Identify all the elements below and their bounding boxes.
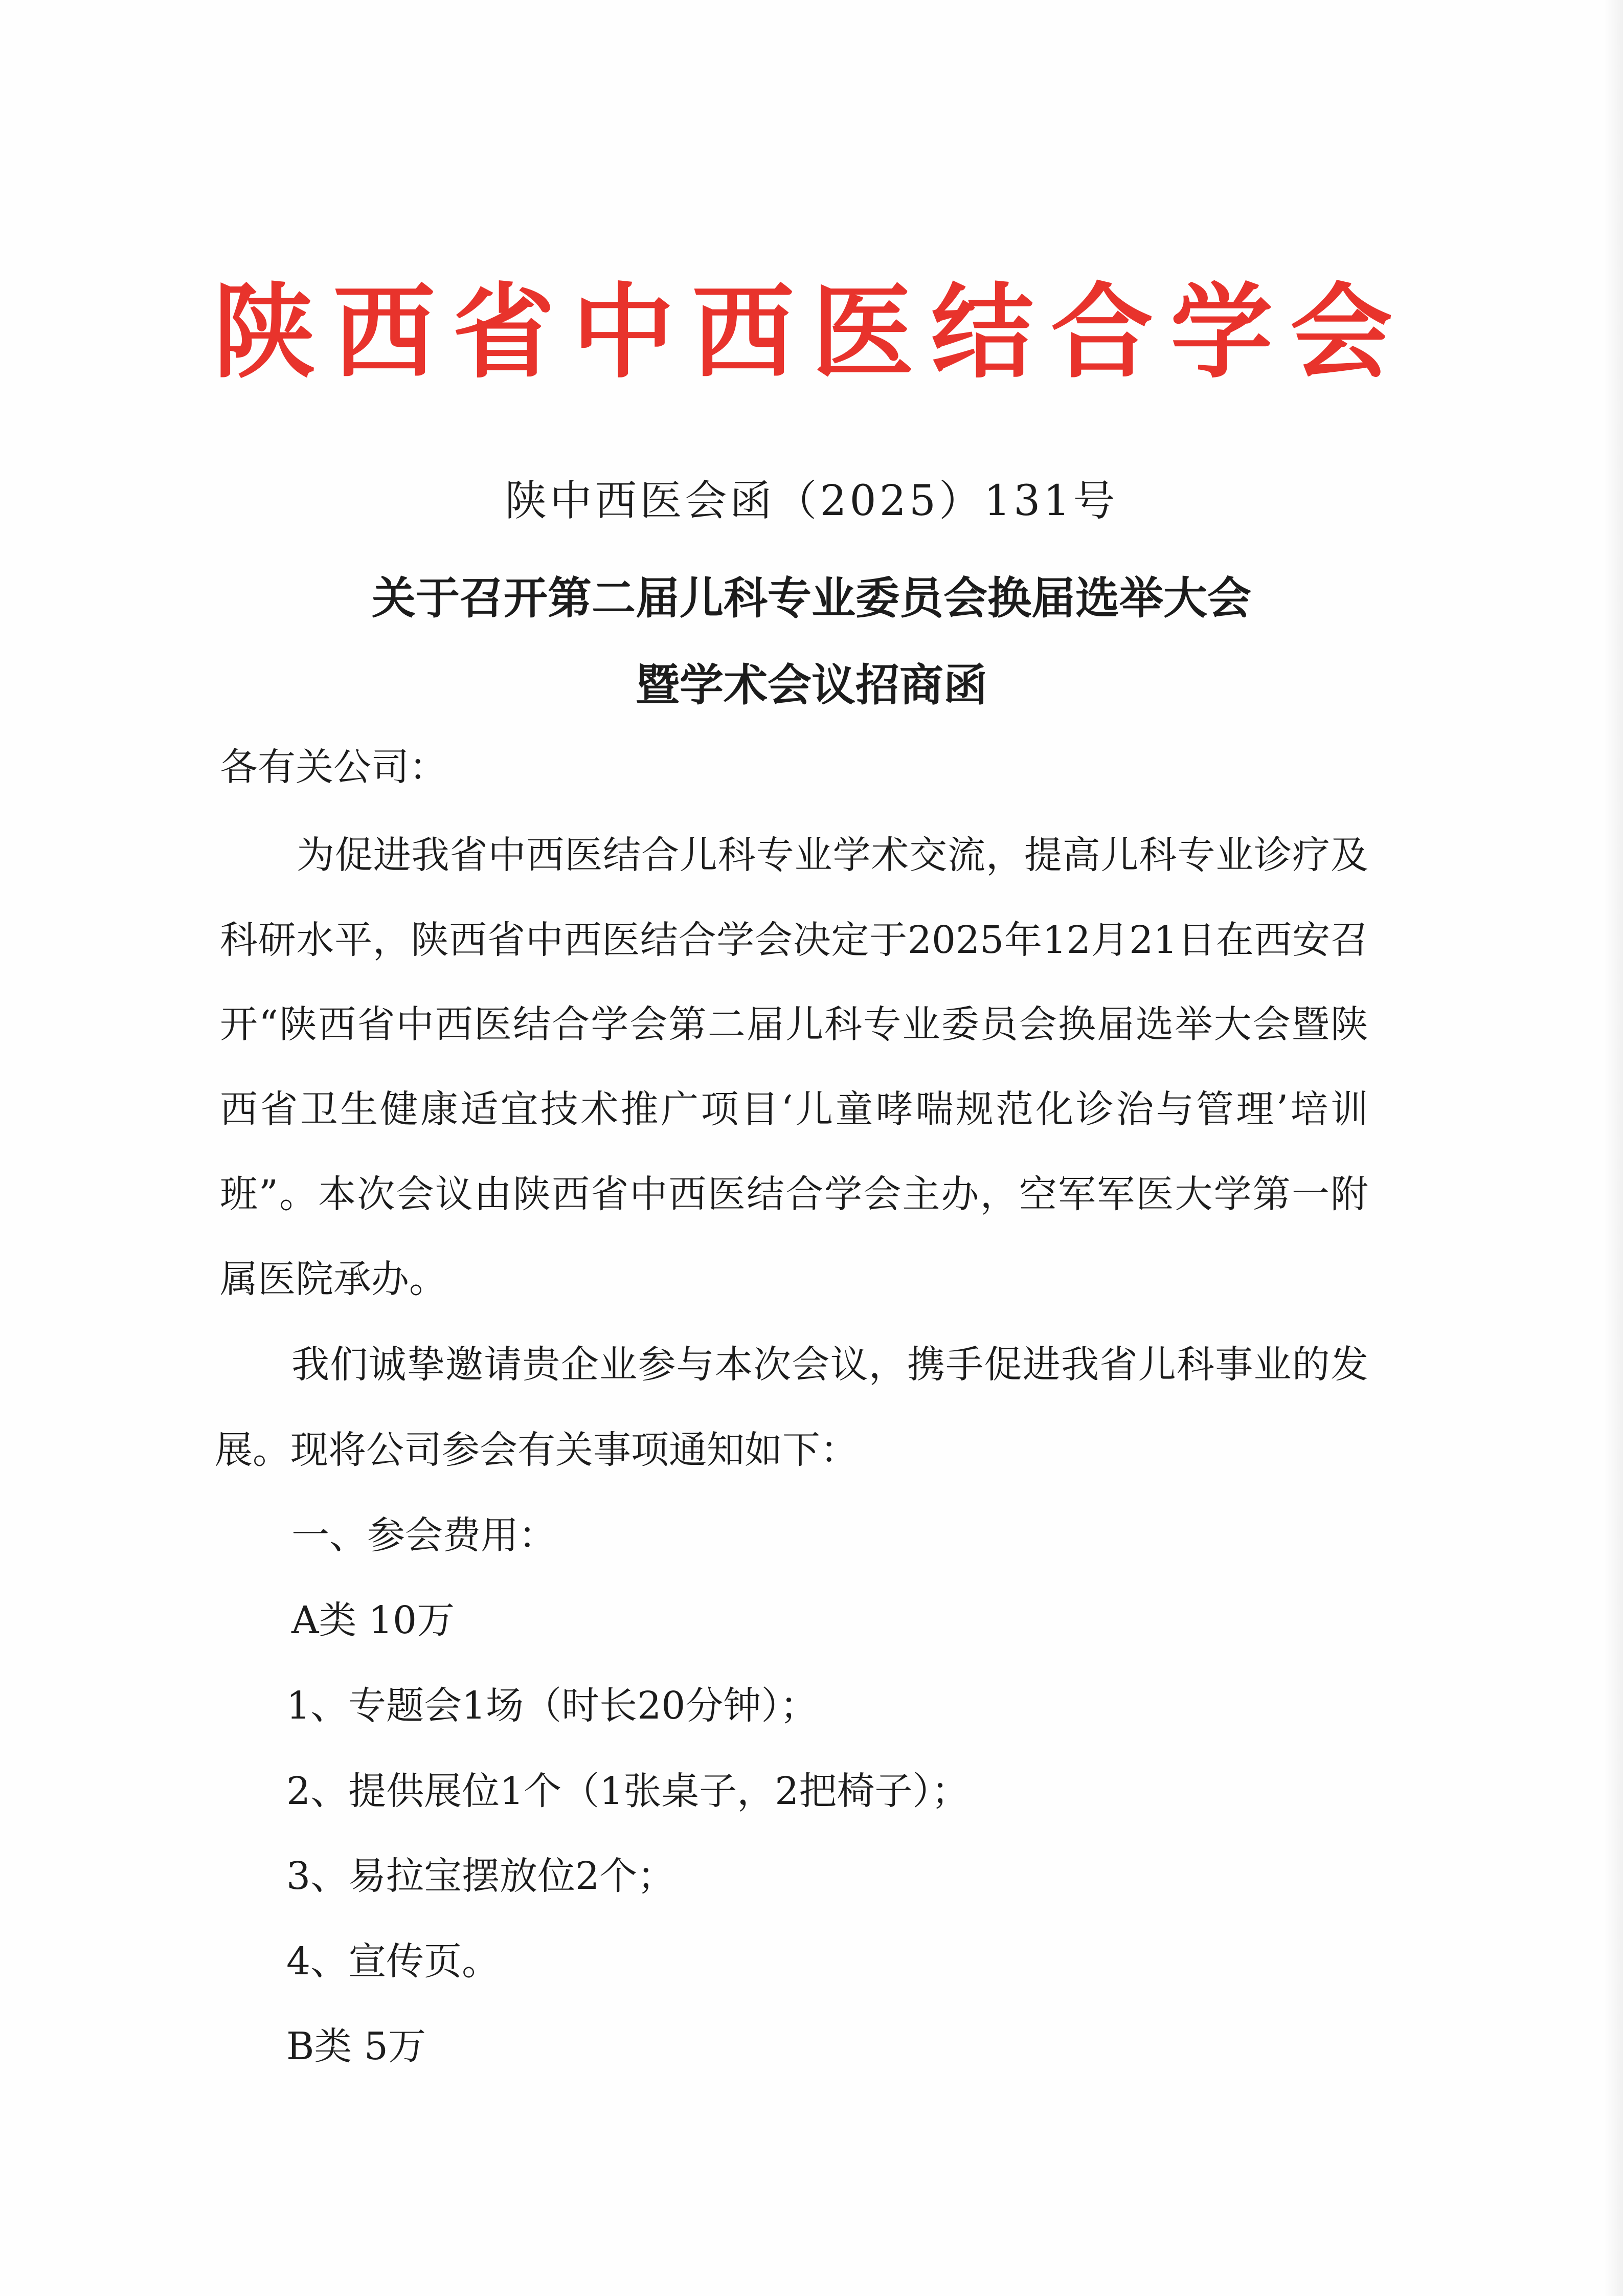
paragraph2-line-2: 展。现将公司参会有关事项通知如下：: [215, 1428, 858, 1472]
document-title-line-1: 关于召开第二届儿科专业委员会换届选举大会: [372, 572, 1251, 624]
category-a-label: A类 10万: [291, 1598, 455, 1642]
paragraph1-line-4: 西省卫生健康适宜技术推广项目‘儿童哮喘规范化诊治与管理’培训: [220, 1087, 1368, 1131]
category-a-item-2: 2、提供展位1个（1张桌子，2把椅子）；: [286, 1769, 970, 1813]
category-b-label: B类 5万: [286, 2024, 426, 2068]
organization-letterhead: 陕西省中西医结合学会: [213, 272, 1410, 392]
paragraph2-line-1: 我们诚挚邀请贵企业参与本次会议，携手促进我省儿科事业的发: [291, 1343, 1368, 1387]
paragraph1-line-2: 科研水平，陕西省中西医结合学会决定于2025年12月21日在西安召: [220, 918, 1368, 962]
category-a-item-3: 3、易拉宝摆放位2个；: [286, 1854, 675, 1898]
paragraph1-line-6: 属医院承办。: [220, 1257, 447, 1301]
paragraph1-line-3: 开“陕西省中西医结合学会第二届儿科专业委员会换届选举大会暨陕: [220, 1002, 1368, 1046]
document-title-line-2: 暨学术会议招商函: [636, 659, 987, 711]
document-number: 陕中西医会函（2025）131号: [505, 477, 1118, 525]
paragraph1-line-1: 为促进我省中西医结合儿科专业学术交流，提高儿科专业诊疗及: [297, 833, 1368, 877]
category-a-item-4: 4、宣传页。: [286, 1940, 500, 1983]
section1-heading: 一、参会费用：: [291, 1513, 556, 1557]
paragraph1-line-5: 班”。本次会议由陕西省中西医结合学会主办，空军军医大学第一附: [220, 1172, 1368, 1216]
scan-edge-shadow: [1603, 0, 1623, 2296]
category-a-item-1: 1、专题会1场（时长20分钟）；: [286, 1684, 818, 1728]
salutation: 各有关公司：: [220, 745, 447, 789]
